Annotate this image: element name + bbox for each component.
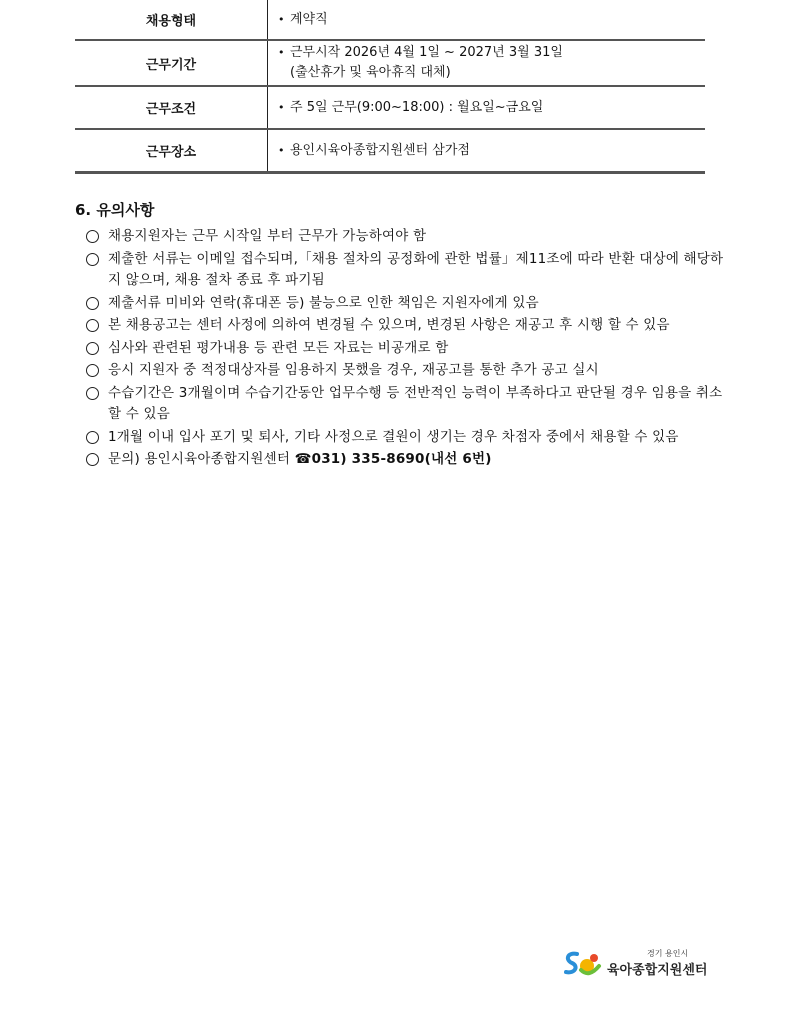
circle-bullet-icon (86, 342, 99, 355)
circle-bullet-icon (86, 297, 99, 310)
row-label: 근무장소 (75, 130, 268, 171)
section-heading: 6. 유의사항 (75, 201, 155, 219)
note-item (75, 360, 725, 382)
note-item (75, 383, 725, 426)
note-text: 1개월 이내 입사 포기 및 퇴사, 기타 사정으로 결원이 생기는 경우 차점자 중에서 채용할 수 있음 (108, 428, 679, 445)
circle-bullet-icon (86, 253, 99, 266)
row-value-sub: (출산휴가 및 육아휴직 대체) (290, 65, 451, 80)
note-text: 수습기간은 3개월이며 수습기간동안 업무수행 등 전반적인 능력이 부족하다고 판단될 경우 임용을 취소할 수 있음 (108, 384, 723, 422)
note-text: 제출한 서류는 이메일 접수되며,「채용 절차의 공정화에 관한 법률」제11조에 따라 반환 대상에 해당하지 않으며, 채용 절차 종료 후 파기됨 (108, 250, 724, 288)
logo-subtitle: 경기 용인시 (647, 949, 689, 958)
circle-bullet-icon (86, 319, 99, 332)
notes-section (75, 198, 725, 472)
row-label: 채용형태 (75, 0, 268, 39)
table-row (75, 0, 705, 41)
note-item (75, 427, 725, 449)
note-text: 본 채용공고는 센터 사정에 의하여 변경될 수 있으며, 변경된 사항은 재공고 후 시행 할 수 있음 (108, 317, 670, 333)
center-logo (563, 948, 707, 978)
circle-bullet-icon (86, 230, 99, 243)
note-text: 채용지원자는 근무 시작일 부터 근무가 가능하여야 함 (108, 228, 427, 244)
note-item (75, 249, 725, 292)
contact-item (75, 449, 725, 471)
table-row (75, 87, 705, 130)
row-label: 근무기간 (75, 41, 268, 85)
circle-bullet-icon (86, 431, 99, 444)
table-row (75, 41, 705, 87)
note-item (75, 226, 725, 248)
row-value: • 용인시육아종합지원센터 삼가점 (278, 141, 705, 161)
note-text: 응시 지원자 중 적정대상자를 임용하지 못했을 경우, 재공고를 통한 추가 공고 실시 (108, 362, 599, 378)
row-label: 근무조건 (75, 87, 268, 128)
circle-bullet-icon (86, 364, 99, 377)
note-text: 제출서류 미비와 연락(휴대폰 등) 불능으로 인한 책임은 지원자에게 있음 (108, 294, 539, 311)
table-row (75, 130, 705, 174)
row-value: • 주 5일 근무(9:00~18:00) : 월요일~금요일 (278, 98, 705, 118)
row-value: • 근무시작 2026년 4월 1일 ~ 2027년 3월 31일 (278, 43, 705, 63)
note-item (75, 293, 725, 315)
row-value: • 계약직 (278, 10, 705, 30)
logo-mark-icon (563, 948, 603, 978)
note-item (75, 315, 725, 337)
contact-label: 문의) 용인시육아종합지원센터 (108, 451, 295, 467)
employment-info-table (75, 0, 705, 174)
note-item (75, 338, 725, 360)
circle-bullet-icon (86, 387, 99, 400)
contact-phone: ☎031) 335-8690(내선 6번) (294, 451, 492, 467)
logo-title: 육아종합지원센터 (607, 963, 708, 978)
circle-bullet-icon (86, 453, 99, 466)
note-text: 심사와 관련된 평가내용 등 관련 모든 자료는 비공개로 함 (108, 339, 449, 356)
